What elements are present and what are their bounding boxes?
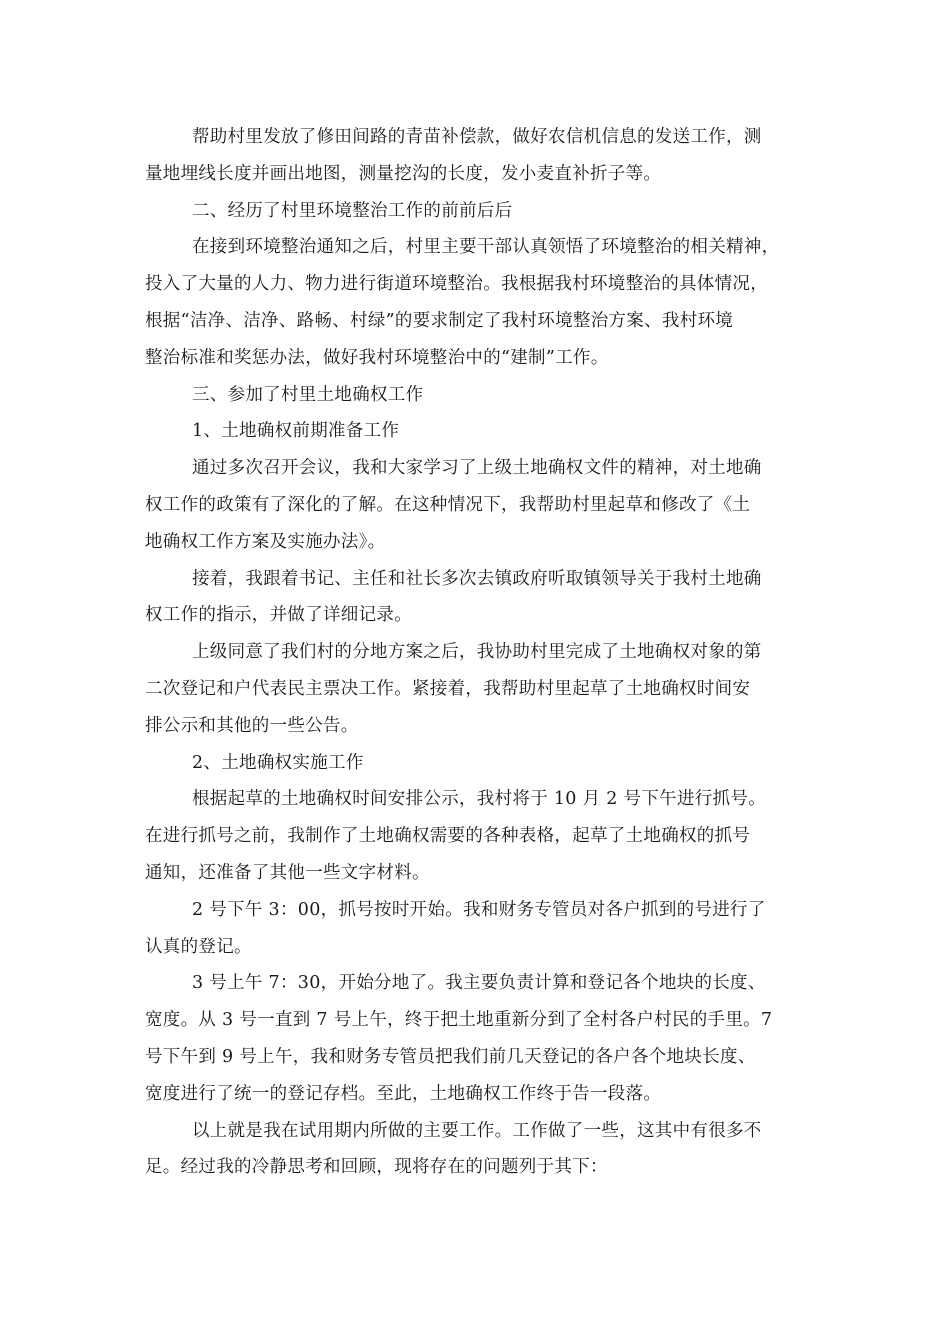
text-line: 以上就是我在试用期内所做的主要工作。工作做了一些，这其中有很多不 <box>192 1120 762 1141</box>
text-line: 帮助村里发放了修田间路的青苗补偿款，做好农信机信息的发送工作，测 <box>192 127 762 147</box>
text-line: 3 号上午 7：30，开始分地了。我主要负责计算和登记各个地块的长度、 <box>192 973 766 994</box>
text-line: 权工作的指示，并做了详细记录。 <box>145 605 412 626</box>
text-line: 认真的登记。 <box>145 936 252 957</box>
text-line: 二次登记和户代表民主票决工作。紧接着，我帮助村里起草了土地确权时间安 <box>145 678 751 699</box>
text-line: 权工作的政策有了深化的了解。在这种情况下，我帮助村里起草和修改了《土 <box>145 494 751 515</box>
text-line: 足。经过我的冷静思考和回顾，现将存在的问题列于其下： <box>145 1157 608 1178</box>
text-line: 整治标准和奖惩办法，做好我村环境整治中的“建制”工作。 <box>145 347 609 368</box>
text-line: 接着，我跟着书记、主任和社长多次去镇政府听取镇领导关于我村土地确 <box>192 568 762 589</box>
text-line: 2 号下午 3：00，抓号按时开始。我和财务专管员对各户抓到的号进行了 <box>192 899 766 920</box>
text-line: 1、土地确权前期准备工作 <box>192 421 400 442</box>
text-line: 在接到环境整治通知之后，村里主要干部认真领悟了环境整治的相关精神， <box>192 237 780 258</box>
text-line: 通过多次召开会议，我和大家学习了上级土地确权文件的精神，对土地确 <box>192 458 762 479</box>
text-line: 在进行抓号之前，我制作了土地确权需要的各种表格，起草了土地确权的抓号 <box>145 826 751 847</box>
text-line: 地确权工作方案及实施办法》。 <box>145 531 386 552</box>
text-line: 2、土地确权实施工作 <box>192 752 364 773</box>
text-line: 通知，还准备了其他一些文字材料。 <box>145 862 430 883</box>
text-line: 上级同意了我们村的分地方案之后，我协助村里完成了土地确权对象的第 <box>192 642 762 663</box>
text-line: 排公示和其他的一些公告。 <box>145 715 359 736</box>
text-line: 投入了大量的人力、物力进行街道环境整治。我根据我村环境整治的具体情况， <box>145 274 768 295</box>
text-line: 宽度进行了统一的登记存档。至此，土地确权工作终于告一段落。 <box>145 1083 662 1104</box>
text-line: 二、经历了村里环境整治工作的前前后后 <box>192 200 513 221</box>
text-line: 根据“洁净、洁净、路畅、村绿”的要求制定了我村环境整治方案、我村环境 <box>145 310 734 331</box>
text-line: 量地埋线长度并画出地图，测量挖沟的长度，发小麦直补折子等。 <box>145 163 662 184</box>
text-line: 三、参加了村里土地确权工作 <box>192 384 424 405</box>
text-line: 号下午到 9 号上午，我和财务专管员把我们前几天登记的各户各个地块长度、 <box>145 1046 756 1067</box>
document-body <box>145 119 825 1186</box>
text-line: 根据起草的土地确权时间安排公示，我村将于 10 月 2 号下午进行抓号。 <box>192 789 766 810</box>
text-line: 宽度。从 3 号一直到 7 号上午，终于把土地重新分到了全村各户村民的手里。7 <box>145 1010 773 1031</box>
